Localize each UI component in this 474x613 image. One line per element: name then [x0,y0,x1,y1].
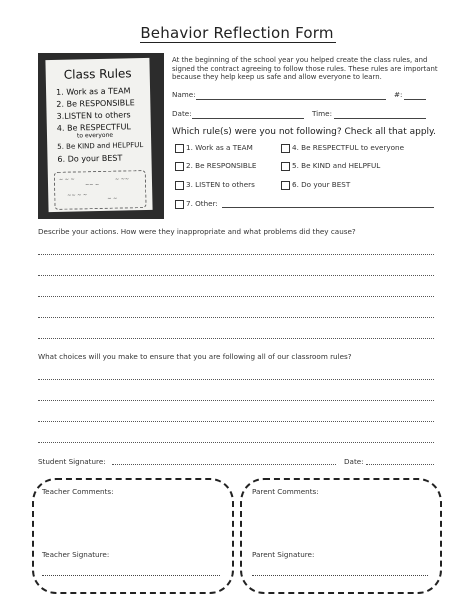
answer-1-line[interactable] [38,254,434,255]
parent-signature-label: Parent Signature: [252,550,315,559]
number-field[interactable] [404,99,426,100]
teacher-signature-field[interactable] [42,575,220,576]
parent-signature-field[interactable] [252,575,428,576]
class-rules-photo [38,53,164,219]
answer-1-line[interactable] [38,275,434,276]
answer-2-line[interactable] [38,421,434,422]
question-2: What choices will you make to ensure that you are following all of our classroom rules? [38,352,352,361]
rule-label: 3. LISTEN to others [186,180,255,189]
checkbox-rule-1[interactable] [175,144,184,153]
other-field[interactable] [222,207,434,208]
signature-date-field[interactable] [366,464,434,465]
form-title: Behavior Reflection Form [140,24,334,42]
time-field[interactable] [334,118,426,119]
answer-2-line[interactable] [38,379,434,380]
poster-rule: to everyone [76,131,114,140]
answer-2-line[interactable] [38,400,434,401]
intro-text: At the beginning of the school year you helped create the class rules, and signed the contract agreeing to follow those rules. These rules are important because they help keep us safe and allow everyone to learn. [172,56,438,82]
rule-label: 7. Other: [186,199,218,208]
signature-date-label: Date: [344,457,364,466]
poster-title: Class Rules [63,66,132,82]
checkbox-rule-7[interactable] [175,200,184,209]
rule-label: 5. Be KIND and HELPFUL [292,161,381,170]
date-field[interactable] [192,118,304,119]
answer-2-line[interactable] [38,442,434,443]
date-label: Date: [172,109,192,118]
time-label: Time: [312,109,333,118]
name-label: Name: [172,90,196,99]
checkbox-rule-2[interactable] [175,162,184,171]
question-1: Describe your actions. How were they inappropriate and what problems did they cause? [38,227,356,236]
parent-comments-label: Parent Comments: [252,487,319,496]
poster-rule: 1. Work as a TEAM [56,86,131,97]
checkbox-rule-5[interactable] [281,162,290,171]
poster-rule: 3.LISTEN to others [56,110,131,121]
rule-label: 4. Be RESPECTFUL to everyone [292,143,405,152]
rules-question: Which rule(s) were you not following? Check all that apply. [172,127,436,137]
poster-rule: 5. Be KIND and HELPFUL [57,141,144,151]
checkbox-rule-3[interactable] [175,181,184,190]
checkbox-rule-4[interactable] [281,144,290,153]
title-underline [140,42,336,43]
student-signature-label: Student Signature: [38,457,106,466]
rule-label: 1. Work as a TEAM [186,143,253,152]
poster-rule: 6. Do your BEST [57,153,123,164]
answer-1-line[interactable] [38,317,434,318]
rule-label: 6. Do your BEST [292,180,351,189]
poster-rule: 4. Be RESPECTFUL [56,122,132,133]
poster-signatures: ~ ~ ~ ~~ ~ ~ ~~ ~~ ~ ~ ~ ~ [54,170,147,210]
student-signature-field[interactable] [112,464,336,465]
poster-rule: 2. Be RESPONSIBLE [56,98,135,109]
name-field[interactable] [196,99,386,100]
teacher-signature-label: Teacher Signature: [42,550,110,559]
answer-1-line[interactable] [38,338,434,339]
rule-label: 2. Be RESPONSIBLE [186,161,257,170]
teacher-comments-label: Teacher Comments: [42,487,114,496]
answer-1-line[interactable] [38,296,434,297]
number-label: #: [394,90,403,99]
poster-paper [45,58,152,212]
checkbox-rule-6[interactable] [281,181,290,190]
